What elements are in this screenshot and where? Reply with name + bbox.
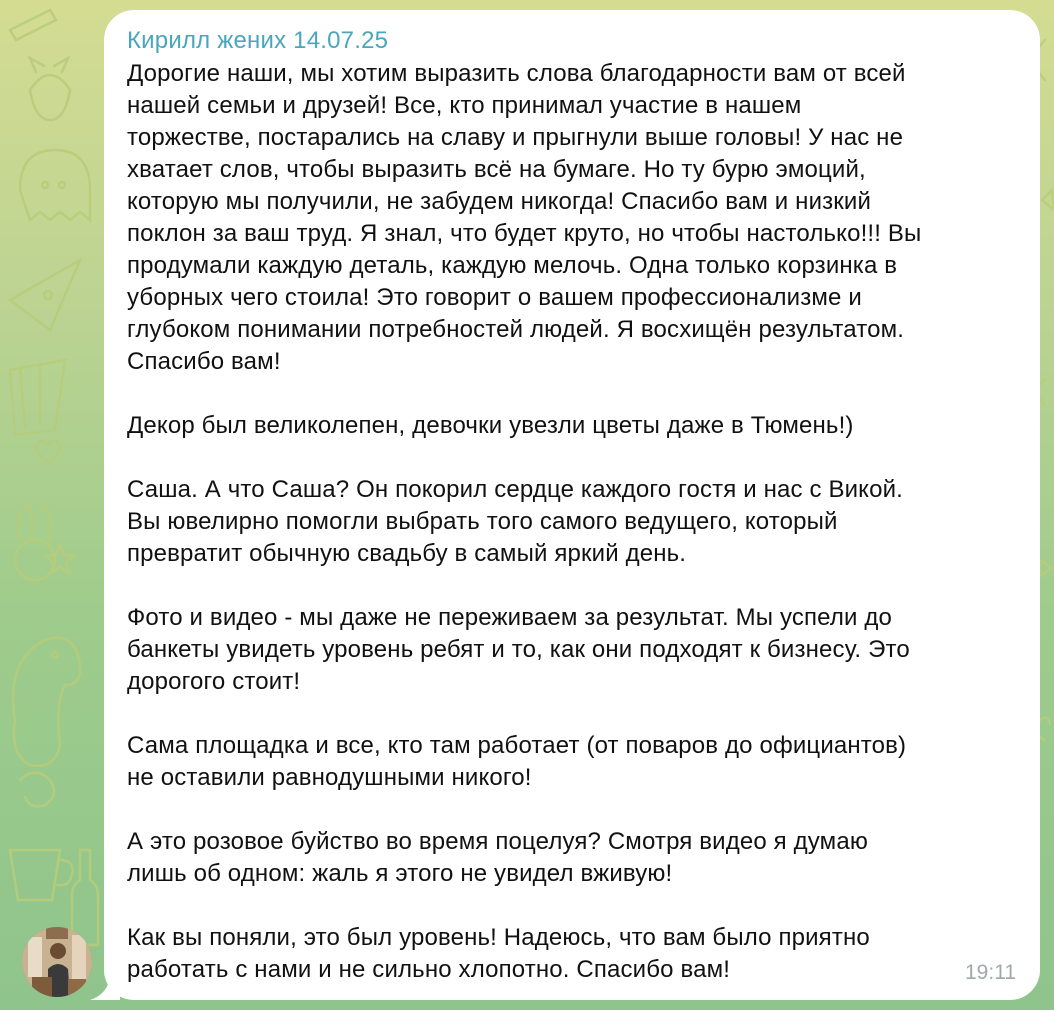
message-line: уборных чего стоила! Это говорит о вашем профессионализме и <box>127 284 862 311</box>
message-paragraph <box>127 474 1018 570</box>
message-paragraph <box>127 58 1018 378</box>
message-line: банкеты увидеть уровень ребят и то, как они подходят к бизнесу. Это <box>127 636 910 663</box>
message-line: Как вы поняли, это был уровень! Надеюсь, что вам было приятно <box>127 924 870 951</box>
message-line: поклон за ваш труд. Я знал, что будет круто, но чтобы настолько!!! Вы <box>127 220 922 247</box>
message-paragraph <box>127 826 1018 890</box>
message-line: работать с нами и не сильно хлопотно. Спасибо вам! <box>127 956 731 983</box>
message-paragraph <box>127 602 1018 698</box>
message-line: А это розовое буйство во время поцелуя? Смотря видео я думаю <box>127 828 868 855</box>
message-text <box>127 58 1018 986</box>
message-line: Сама площадка и все, кто там работает (от поваров до официантов) <box>127 732 907 759</box>
message-line: глубоком понимании потребностей людей. Я восхищён результатом. <box>127 316 905 343</box>
message-line: Декор был великолепен, девочки увезли цветы даже в Тюмень!) <box>127 412 854 439</box>
sender-avatar[interactable] <box>22 927 92 997</box>
message-line: не оставили равнодушными никого! <box>127 764 532 791</box>
message-line: которую мы получили, не забудем никогда! Спасибо вам и низкий <box>127 188 872 215</box>
message-line: Спасибо вам! <box>127 348 281 375</box>
message-line: Вы ювелирно помогли выбрать того самого ведущего, который <box>127 508 838 535</box>
message-line: превратит обычную свадьбу в самый яркий день. <box>127 540 687 567</box>
message-line: торжестве, постарались на славу и прыгнули выше головы! У нас не <box>127 124 904 151</box>
message-line: хватает слов, чтобы выразить всё на бумаге. Но ту бурю эмоций, <box>127 156 866 183</box>
message-line: Фото и видео - мы даже не переживаем за результат. Мы успели до <box>127 604 893 631</box>
message-bubble[interactable] <box>104 10 1040 1000</box>
message-paragraph <box>127 922 1018 986</box>
message-line: продумали каждую деталь, каждую мелочь. Одна только корзинка в <box>127 252 898 279</box>
message-line: Дорогие наши, мы хотим выразить слова благодарности вам от всей <box>127 60 906 87</box>
sender-name[interactable]: Кирилл жених 14.07.25 <box>127 27 389 54</box>
avatar-photo-icon <box>22 927 92 997</box>
message-line: дорогого стоит! <box>127 668 301 695</box>
message-line: Саша. А что Саша? Он покорил сердце каждого гостя и нас с Викой. <box>127 476 903 503</box>
message-paragraph <box>127 410 1018 442</box>
message-line: нашей семьи и друзей! Все, кто принимал участие в нашем <box>127 92 802 119</box>
message-paragraph <box>127 730 1018 794</box>
message-line: лишь об одном: жаль я этого не увидел вживую! <box>127 860 673 887</box>
message-timestamp: 19:11 <box>965 961 1016 984</box>
